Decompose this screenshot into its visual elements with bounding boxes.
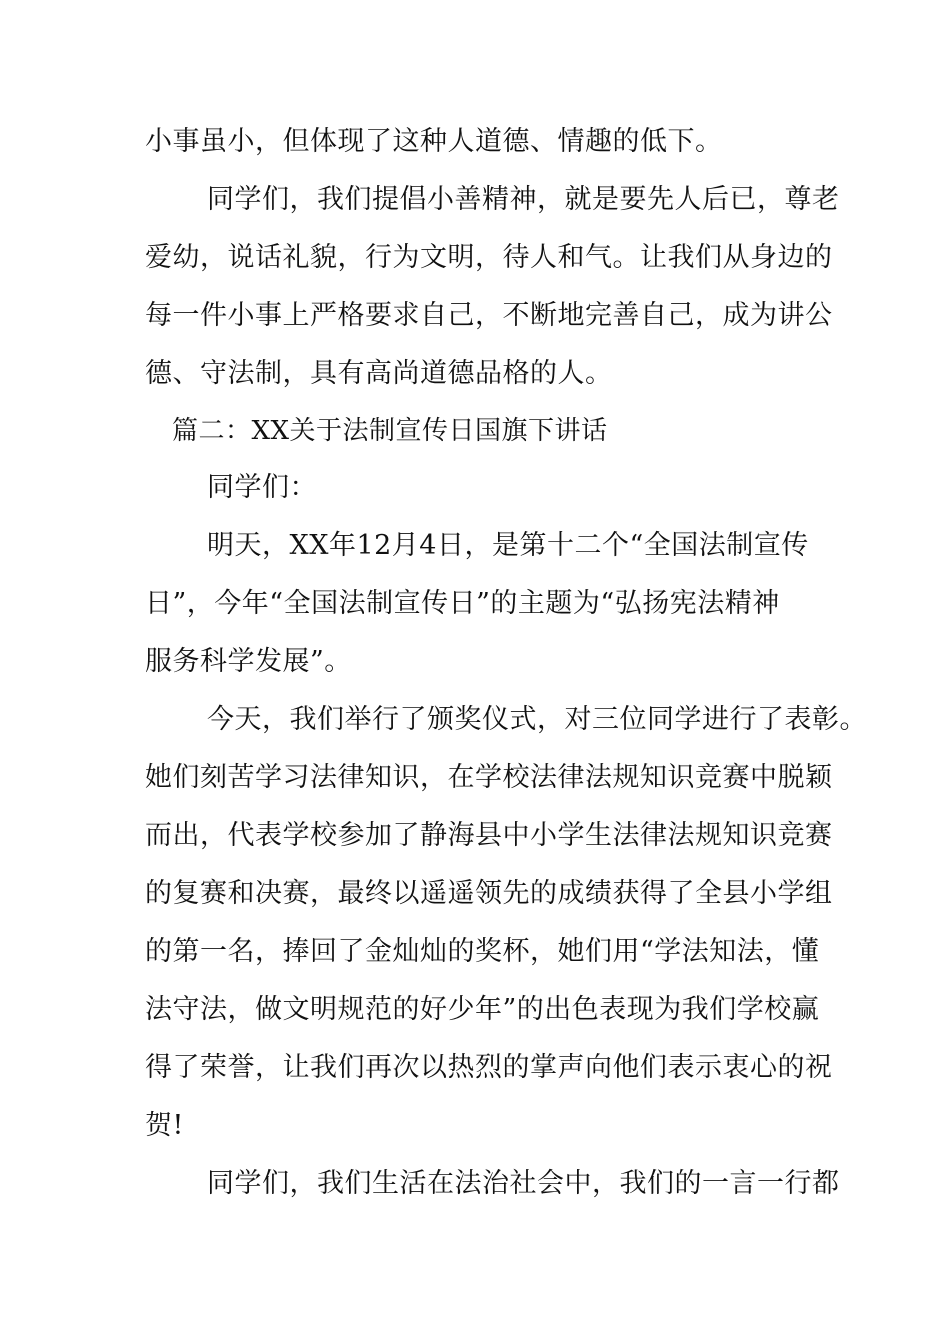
paragraph-line: 爱幼，说话礼貌，行为文明，待人和气。让我们从身边的 <box>145 242 833 273</box>
paragraph-line: 德、守法制，具有高尚道德品格的人。 <box>145 358 613 389</box>
paragraph-line: 同学们，我们提倡小善精神，就是要先人后已，尊老 <box>207 184 840 215</box>
paragraph-line: 每一件小事上严格要求自己，不断地完善自己，成为讲公 <box>145 300 833 331</box>
salutation: 同学们： <box>207 472 317 503</box>
paragraph-line: 的复赛和决赛，最终以遥遥领先的成绩获得了全县小学组 <box>145 878 833 909</box>
paragraph-line: 同学们，我们生活在法治社会中，我们的一言一行都 <box>207 1168 840 1199</box>
paragraph-line: 而出，代表学校参加了静海县中小学生法律法规知识竞赛 <box>145 820 833 851</box>
paragraph-line: 的第一名，捧回了金灿灿的奖杯，她们用“学法知法，懂 <box>145 936 820 967</box>
section-heading: 篇二：XX关于法制宣传日国旗下讲话 <box>172 416 608 446</box>
paragraph-line: 她们刻苦学习法律知识，在学校法律法规知识竞赛中脱颖 <box>145 762 833 793</box>
paragraph-line: 明天，XX年12月4日，是第十二个“全国法制宣传 <box>207 530 809 561</box>
paragraph-line: 日”，今年“全国法制宣传日”的主题为“弘扬宪法精神 <box>145 588 780 619</box>
paragraph-line: 贺! <box>145 1110 184 1141</box>
paragraph-line: 法守法，做文明规范的好少年”的出色表现为我们学校赢 <box>145 994 820 1025</box>
paragraph-line: 小事虽小，但体现了这种人道德、情趣的低下。 <box>145 126 723 157</box>
paragraph-line: 得了荣誉，让我们再次以热烈的掌声向他们表示衷心的祝 <box>145 1052 833 1083</box>
paragraph-line: 服务科学发展”。 <box>145 646 352 677</box>
paragraph-line: 今天，我们举行了颁奖仪式，对三位同学进行了表彰。 <box>207 704 867 735</box>
